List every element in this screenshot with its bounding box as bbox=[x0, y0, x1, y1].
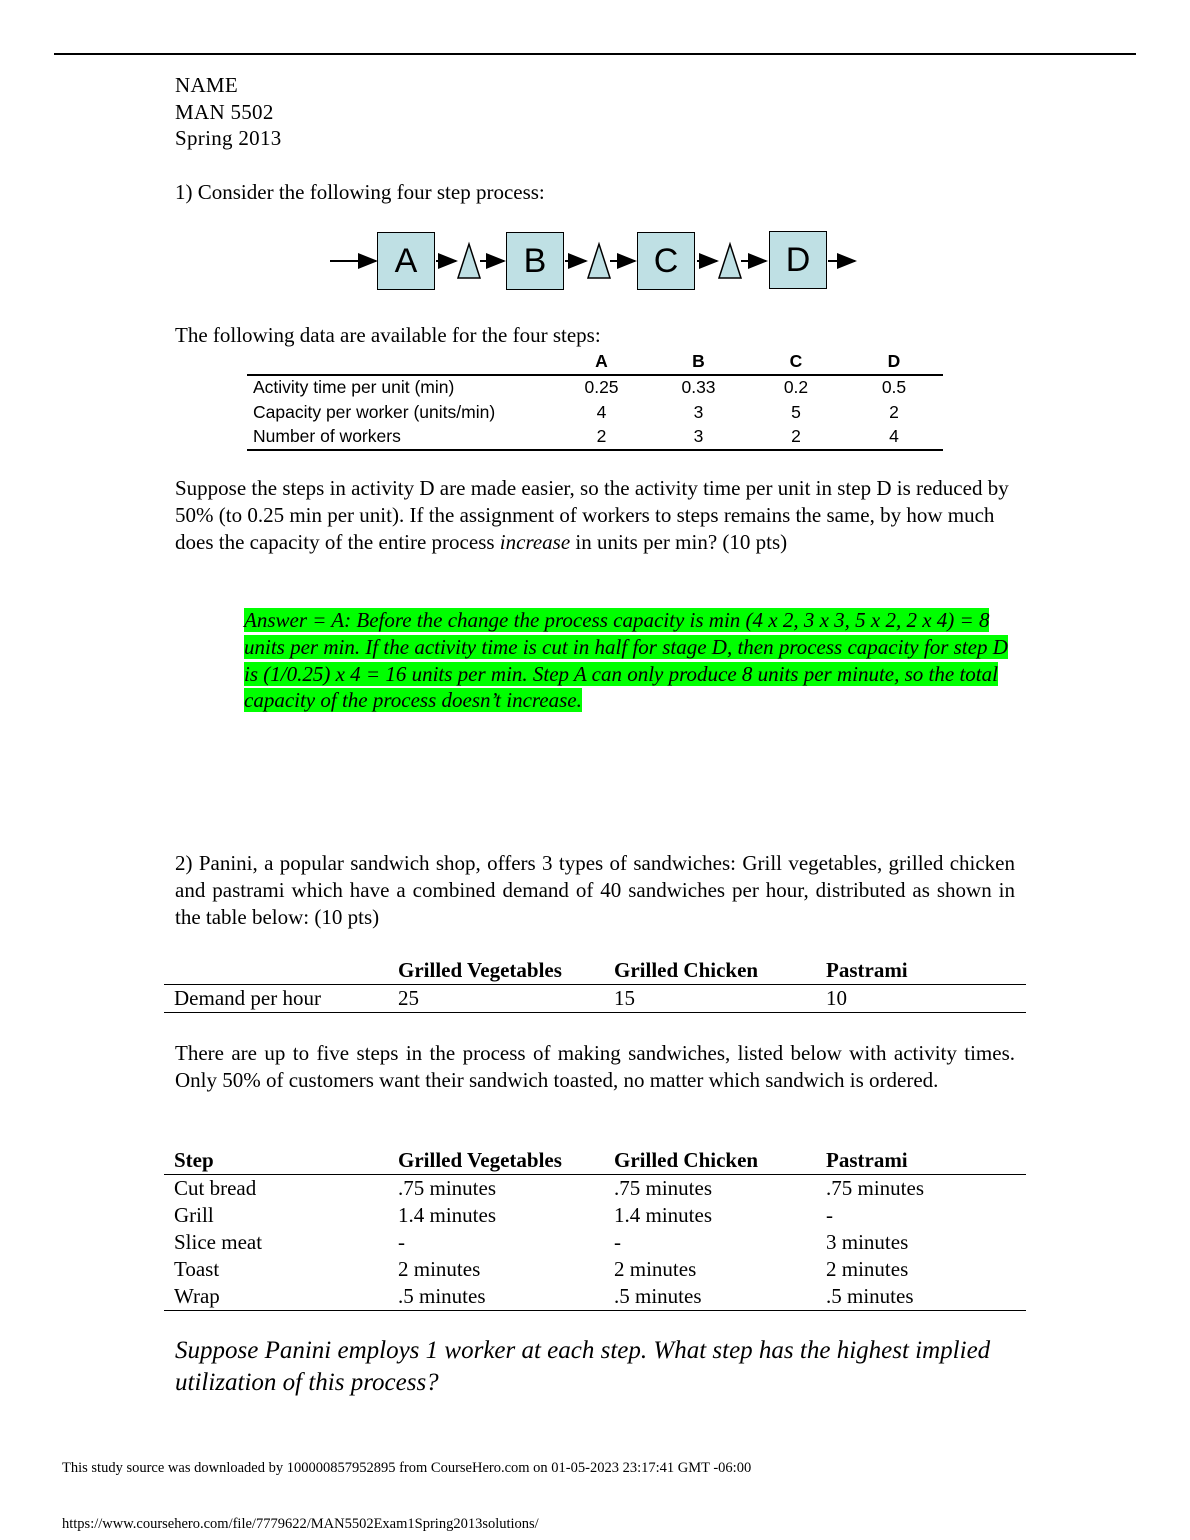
table-row bbox=[164, 1202, 1026, 1229]
row-label: Activity time per unit (min) bbox=[247, 375, 553, 401]
demand-col-chicken: Grilled Chicken bbox=[604, 957, 816, 985]
table-row bbox=[164, 985, 1026, 1013]
course-code: MAN 5502 bbox=[175, 100, 274, 124]
buffer-triangle-icon bbox=[458, 244, 480, 278]
cell: - bbox=[826, 1203, 833, 1227]
buffer-triangle-icon bbox=[588, 244, 610, 278]
cell: .5 minutes bbox=[604, 1283, 816, 1311]
cell: Cut bread bbox=[174, 1176, 257, 1200]
cell: 4 bbox=[596, 401, 607, 422]
table-row bbox=[247, 425, 943, 451]
demand-table bbox=[164, 957, 1026, 1013]
demand-table-header bbox=[164, 957, 1026, 985]
buffer-triangle-icon bbox=[719, 244, 741, 278]
cell: .5 minutes bbox=[816, 1283, 1026, 1311]
q1-question bbox=[175, 475, 1015, 555]
table-row bbox=[164, 1175, 1026, 1203]
q1-col-b: B bbox=[692, 350, 705, 371]
cell: 2 bbox=[553, 425, 650, 451]
footer-url[interactable]: https://www.coursehero.com/file/7779622/MAN5502Exam1Spring2013solutions/ bbox=[62, 1516, 539, 1532]
q1-col-c: C bbox=[789, 350, 803, 371]
q1-answer-highlight: Answer = A: Before the change the process capacity is min (4 x 2, 3 x 3, 5 x 2, 2 x 4) = 8 units per min. If the activity time is cut in half for stage D, then process capacity for step D is (1/0.25) x 4 = 16 units per min. Step A can only produce 8 units per minute, so the total capacity of the process doesn’t increase. bbox=[244, 608, 1008, 713]
cell: 15 bbox=[604, 985, 816, 1013]
q1-table-header bbox=[247, 349, 943, 375]
cell: 3 minutes bbox=[826, 1230, 909, 1254]
cell: .75 minutes bbox=[398, 1176, 496, 1200]
student-name-label: NAME bbox=[175, 73, 239, 97]
step-box-d: D bbox=[769, 231, 827, 289]
table-row bbox=[164, 1229, 1026, 1256]
q1-question-pre: Suppose the steps in activity D are made easier, so the activity time per unit in step D is reduced by 50% (to 0.25 min per unit). If the assignment of workers to steps remains the same, by how much does the capacity of the entire process bbox=[175, 476, 1009, 554]
table-row bbox=[164, 1256, 1026, 1283]
cell: 25 bbox=[388, 985, 604, 1013]
q1-question-post: in units per min? (10 pts) bbox=[570, 529, 788, 554]
cell: .75 minutes bbox=[826, 1176, 924, 1200]
step-box-a: A bbox=[377, 232, 435, 290]
q1-col-d: D bbox=[887, 350, 901, 371]
cell: - bbox=[398, 1230, 405, 1254]
cell: .75 minutes bbox=[614, 1176, 712, 1200]
q1-col-blank bbox=[247, 349, 553, 375]
demand-col-veg: Grilled Vegetables bbox=[388, 957, 604, 985]
process-flow-diagram bbox=[328, 228, 863, 294]
term: Spring 2013 bbox=[175, 126, 282, 150]
steps-col-veg: Grilled Vegetables bbox=[388, 1147, 604, 1175]
table-row bbox=[164, 1283, 1026, 1311]
cell: 0.25 bbox=[553, 375, 650, 401]
top-rule bbox=[54, 53, 1136, 55]
steps-col-step: Step bbox=[164, 1147, 388, 1175]
cell: 1.4 minutes bbox=[398, 1203, 496, 1227]
steps-col-pastrami: Pastrami bbox=[816, 1147, 1026, 1175]
q1-data-table bbox=[247, 349, 943, 451]
table-row bbox=[247, 375, 943, 401]
cell: 1.4 minutes bbox=[614, 1203, 712, 1227]
cell: Grill bbox=[174, 1203, 214, 1227]
q1-answer bbox=[244, 607, 1014, 714]
steps-col-chicken: Grilled Chicken bbox=[604, 1147, 816, 1175]
demand-col-blank bbox=[164, 957, 388, 985]
table-row bbox=[247, 400, 943, 425]
cell: 2 minutes bbox=[614, 1257, 697, 1281]
cell: .5 minutes bbox=[388, 1283, 604, 1311]
cell: 3 bbox=[650, 425, 747, 451]
cell: 2 bbox=[889, 401, 899, 422]
q1-data-intro: The following data are available for the four steps: bbox=[175, 323, 601, 347]
cell: 0.2 bbox=[747, 375, 845, 401]
q1-prompt: 1) Consider the following four step process: bbox=[175, 180, 545, 204]
cell: 2 minutes bbox=[826, 1257, 909, 1281]
q2-steps-intro: There are up to five steps in the process of making sandwiches, listed below with activity times. Only 50% of customers want their sandwich toasted, no matter which sandwich is ordered. bbox=[175, 1041, 1015, 1092]
cell: Wrap bbox=[164, 1283, 388, 1311]
cell: 2 bbox=[747, 425, 845, 451]
steps-table bbox=[164, 1147, 1026, 1311]
cell: - bbox=[614, 1230, 621, 1254]
q1-question-emphasis: increase bbox=[499, 529, 571, 554]
step-box-b: B bbox=[506, 232, 564, 290]
row-label: Number of workers bbox=[247, 425, 553, 451]
cell: 10 bbox=[816, 985, 1026, 1013]
cell: 3 bbox=[693, 401, 704, 422]
cell: Toast bbox=[174, 1257, 220, 1281]
cell: Slice meat bbox=[174, 1230, 263, 1254]
row-label: Demand per hour bbox=[164, 985, 388, 1013]
q2-question: Suppose Panini employs 1 worker at each step. What step has the highest implied utilization of this process? bbox=[175, 1337, 991, 1396]
row-label: Capacity per worker (units/min) bbox=[253, 401, 496, 422]
step-box-c: C bbox=[637, 232, 695, 290]
cell: 4 bbox=[845, 425, 943, 451]
cell: 0.33 bbox=[650, 375, 747, 401]
q2-intro: 2) Panini, a popular sandwich shop, offers 3 types of sandwiches: Grill vegetables, grilled chicken and pastrami which have a combined demand of 40 sandwiches per hour, distributed as shown in the table below: (10 pts) bbox=[175, 851, 1015, 929]
demand-col-pastrami: Pastrami bbox=[816, 957, 1026, 985]
steps-table-header bbox=[164, 1147, 1026, 1175]
footer-source: This study source was downloaded by 100000857952895 from CourseHero.com on 01-05-2023 23:17:41 GMT -06:00 bbox=[62, 1460, 752, 1476]
cell: 2 minutes bbox=[398, 1257, 481, 1281]
cell: 0.5 bbox=[845, 375, 943, 401]
cell: 5 bbox=[791, 401, 801, 422]
q1-col-a: A bbox=[595, 350, 608, 371]
